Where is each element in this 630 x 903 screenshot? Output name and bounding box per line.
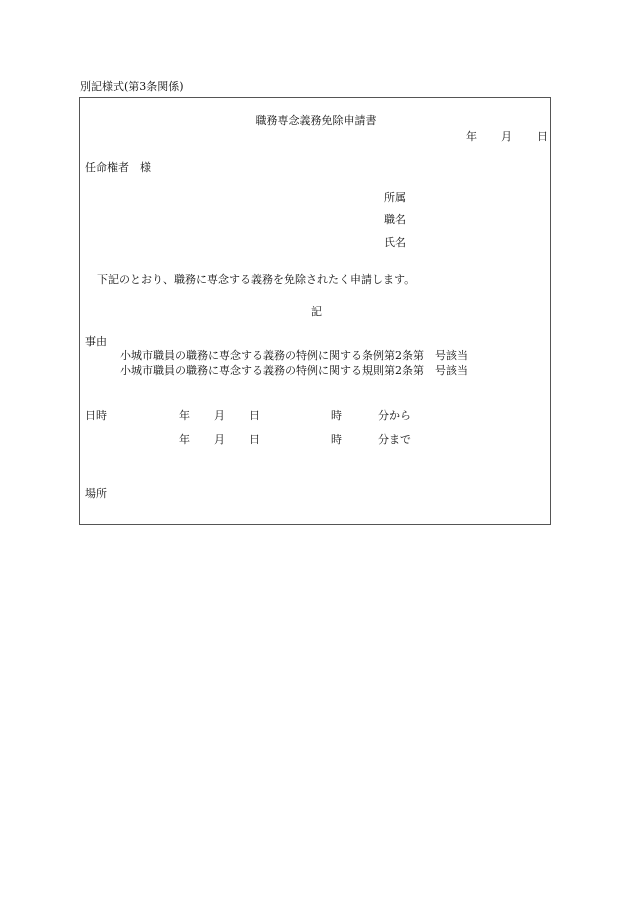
datetime-from-day: 日 <box>249 409 260 422</box>
datetime-label: 日時 <box>85 409 107 422</box>
datetime-from-minute: 分から <box>378 409 411 422</box>
date-day-label: 日 <box>537 130 548 143</box>
datetime-from-month: 月 <box>214 409 225 422</box>
applicant-name-label: 氏名 <box>384 236 406 249</box>
addressee: 任命権者 様 <box>85 161 151 174</box>
datetime-from-year: 年 <box>179 409 190 422</box>
datetime-from-hour: 時 <box>331 409 342 422</box>
place-label: 場所 <box>85 487 107 500</box>
datetime-to-day: 日 <box>249 433 260 446</box>
datetime-to-hour: 時 <box>331 433 342 446</box>
form-caption: 別記様式(第3条関係) <box>80 80 184 93</box>
applicant-position-label: 職名 <box>384 213 406 226</box>
date-month-label: 月 <box>501 130 512 143</box>
ki-heading: 記 <box>311 305 322 318</box>
application-form <box>79 97 551 525</box>
reason-line-regulation: 小城市職員の職務に専念する義務の特例に関する規則第2条第 号該当 <box>120 364 468 377</box>
applicant-affiliation-label: 所属 <box>384 191 406 204</box>
datetime-to-month: 月 <box>214 433 225 446</box>
application-statement: 下記のとおり、職務に専念する義務を免除されたく申請します。 <box>97 273 416 286</box>
reason-line-ordinance: 小城市職員の職務に専念する義務の特例に関する条例第2条第 号該当 <box>120 349 468 362</box>
datetime-to-year: 年 <box>179 433 190 446</box>
form-title: 職務専念義務免除申請書 <box>255 114 377 127</box>
reason-label: 事由 <box>85 335 107 348</box>
datetime-to-minute: 分まで <box>378 433 411 446</box>
date-year-label: 年 <box>466 130 477 143</box>
